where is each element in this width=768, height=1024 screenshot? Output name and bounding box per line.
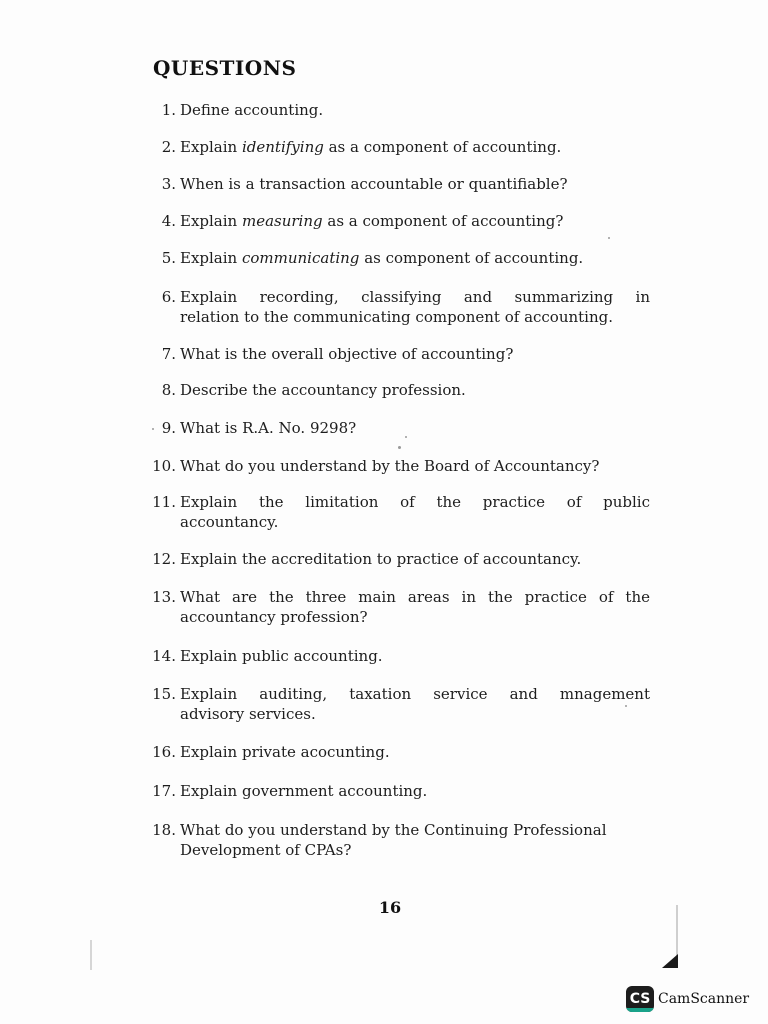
question-line xyxy=(180,137,650,157)
question-number: 6. xyxy=(161,288,176,306)
question-number: 9. xyxy=(161,419,176,437)
question-text-part: as a component of accounting. xyxy=(323,138,562,156)
question-line: accountancy profession? xyxy=(180,608,368,626)
question-line: What is the overall objective of accounting? xyxy=(180,345,514,363)
question-line: advisory services. xyxy=(180,705,316,723)
question-number: 11. xyxy=(152,493,176,511)
question-number: 16. xyxy=(152,743,176,761)
question-text-part: as a component of accounting? xyxy=(322,212,564,230)
question-text-part: Explain xyxy=(180,212,242,230)
question-line: Define accounting. xyxy=(180,101,324,119)
question-text-part: Explain xyxy=(180,249,242,267)
question-number: 1. xyxy=(161,101,176,119)
page-number: 16 xyxy=(378,898,402,917)
question-line: What is R.A. No. 9298? xyxy=(180,419,357,437)
question-text xyxy=(180,344,650,364)
scan-speck xyxy=(625,705,627,707)
question-line: Explain public accounting. xyxy=(180,647,383,665)
question-text xyxy=(180,380,650,400)
question-number: 13. xyxy=(152,588,176,606)
question-text xyxy=(180,587,650,627)
scan-speck xyxy=(405,436,407,438)
question-line: Explain the accreditation to practice of accountancy. xyxy=(180,550,582,568)
question-text xyxy=(180,100,650,120)
question-text xyxy=(180,418,650,438)
question-line: Explain government accounting. xyxy=(180,782,428,800)
question-number: 2. xyxy=(161,138,176,156)
question-text xyxy=(180,456,650,476)
question-line: Explain auditing, taxation service and mnagement xyxy=(180,685,650,703)
corner-triangle-icon xyxy=(662,954,678,968)
question-line: Explain private acocunting. xyxy=(180,743,390,761)
question-emphasis: measuring xyxy=(241,212,323,230)
question-text xyxy=(180,137,650,157)
question-text xyxy=(180,248,650,268)
question-line: What do you understand by the Board of Accountancy? xyxy=(180,457,600,475)
page-heading: QUESTIONS xyxy=(153,56,297,80)
page-edge-shadow xyxy=(90,940,92,970)
question-line: Explain recording, classifying and summarizing in xyxy=(180,288,650,306)
question-number: 17. xyxy=(152,782,176,800)
question-line: accountancy. xyxy=(180,513,279,531)
camscanner-brand: CamScanner xyxy=(658,991,750,1007)
question-line: Development of CPAs? xyxy=(180,841,352,859)
question-line: When is a transaction accountable or quantifiable? xyxy=(180,175,568,193)
question-number: 12. xyxy=(152,550,176,568)
question-line: What are the three main areas in the practice of the xyxy=(180,588,650,606)
question-line: What do you understand by the Continuing Professional xyxy=(180,821,607,839)
scan-speck xyxy=(608,237,610,239)
question-number: 18. xyxy=(152,821,176,839)
question-text xyxy=(180,211,650,231)
question-line: relation to the communicating component of accounting. xyxy=(180,308,614,326)
question-text xyxy=(180,781,650,801)
question-line xyxy=(180,211,650,231)
question-number: 10. xyxy=(152,457,176,475)
scan-speck xyxy=(398,446,401,449)
question-number: 15. xyxy=(152,685,176,703)
question-text xyxy=(180,492,650,532)
question-text xyxy=(180,684,650,724)
page-edge-shadow xyxy=(676,905,678,960)
question-number: 5. xyxy=(161,249,176,267)
question-text xyxy=(180,287,650,327)
question-text xyxy=(180,549,650,569)
question-number: 4. xyxy=(161,212,176,230)
question-line: Describe the accountancy profession. xyxy=(180,381,466,399)
question-line xyxy=(180,248,650,268)
question-emphasis: communicating xyxy=(241,249,360,267)
camscanner-logo-icon: CS xyxy=(626,986,654,1012)
question-text xyxy=(180,820,650,860)
question-number: 8. xyxy=(161,381,176,399)
question-number: 3. xyxy=(161,175,176,193)
question-number: 14. xyxy=(152,647,176,665)
question-text xyxy=(180,646,650,666)
question-text-part: Explain xyxy=(180,138,242,156)
question-text xyxy=(180,174,650,194)
question-emphasis: identifying xyxy=(241,138,324,156)
question-text-part: as component of accounting. xyxy=(359,249,584,267)
question-line: Explain the limitation of the practice of public xyxy=(180,493,650,511)
scan-speck xyxy=(152,428,154,430)
question-number: 7. xyxy=(161,345,176,363)
camscanner-watermark xyxy=(626,986,749,1012)
question-text xyxy=(180,742,650,762)
